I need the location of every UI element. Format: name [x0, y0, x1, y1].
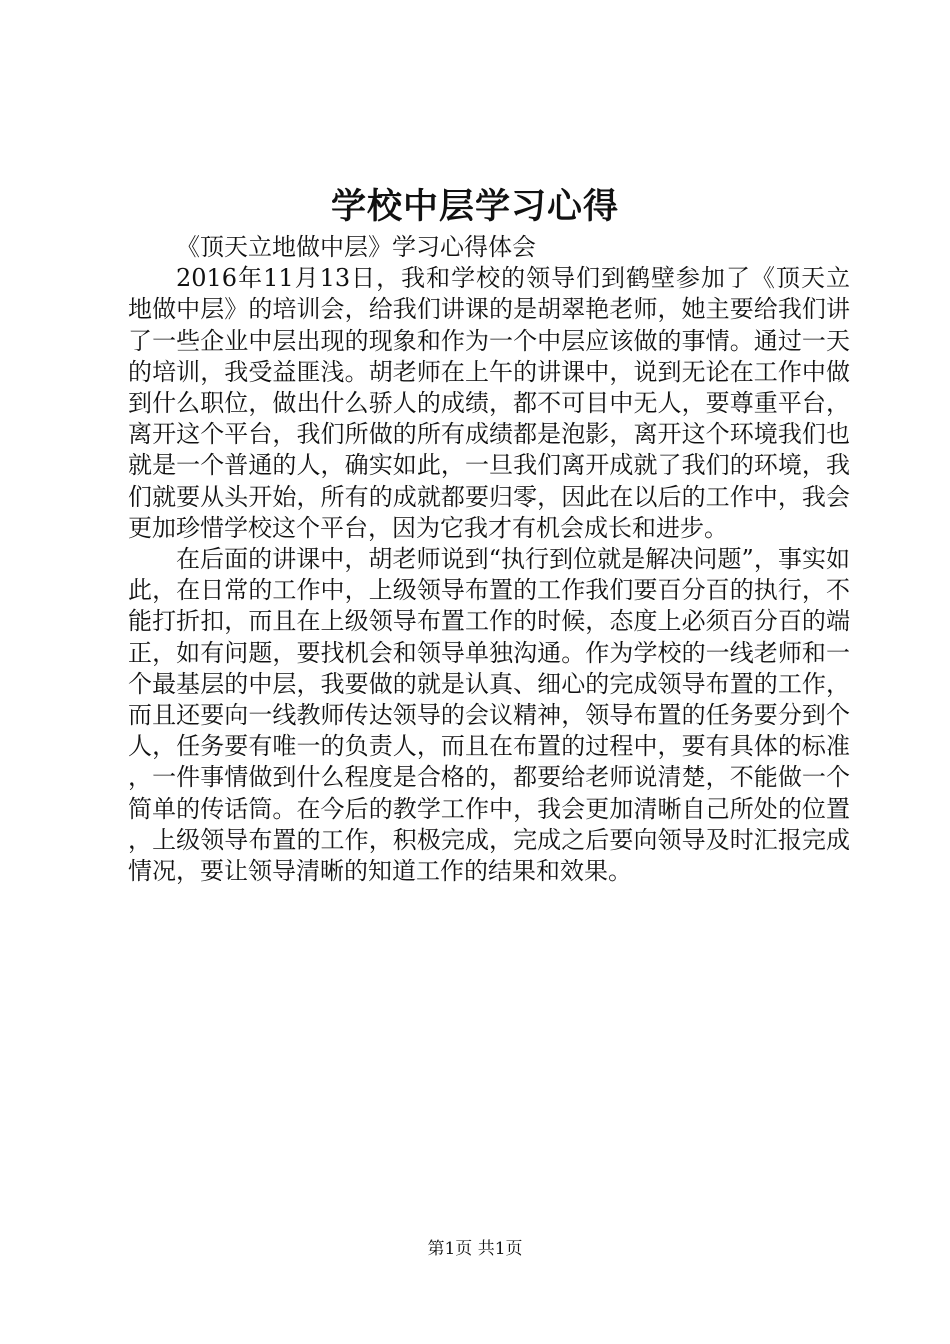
body-paragraph: 在后面的讲课中，胡老师说到“执行到位就是解决问题”，事实如此，在日常的工作中，上级领导布置的工作我们要百分百的执行，不能打折扣，而且在上级领导布置工作的时候，态度上必须百分百的端正，如有问题，要找机会和领导单独沟通。作为学校的一线老师和一个最基层的中层，我要做的就是认真、细心的完成领导布置的工作，而且还要向一线教师传达领导的会议精神，领导布置的任务要分到个人，任务要有唯一的负责人，而且在布置的过程中，要有具体的标准，一件事情做到什么程度是合格的，都要给老师说清楚，不能做一个简单的传话筒。在今后的教学工作中，我会更加清晰自己所处的位置，上级领导布置的工作，积极完成，完成之后要向领导及时汇报完成情况，要让领导清晰的知道工作的结果和效果。: [128, 545, 850, 886]
document-body: [128, 232, 850, 887]
document-title: 学校中层学习心得: [330, 186, 619, 227]
body-paragraph: 2016年11月13日，我和学校的领导们到鹤壁参加了《顶天立地做中层》的培训会，给我们讲课的是胡翠艳老师，她主要给我们讲了一些企业中层出现的现象和作为一个中层应该做的事情。通过一天的培训，我受益匪浅。胡老师在上午的讲课中，说到无论在工作中做到什么职位，做出什么骄人的成绩，都不可目中无人，要尊重平台，离开这个平台，我们所做的所有成绩都是泡影，离开这个环境我们也就是一个普通的人，确实如此，一旦我们离开成就了我们的环境，我们就要从头开始，所有的成就都要归零，因此在以后的工作中，我会更加珍惜学校这个平台，因为它我才有机会成长和进步。: [128, 264, 850, 542]
page-footer: 第1页 共1页: [427, 1239, 523, 1259]
subtitle-paragraph: 《顶天立地做中层》学习心得体会: [176, 233, 536, 261]
